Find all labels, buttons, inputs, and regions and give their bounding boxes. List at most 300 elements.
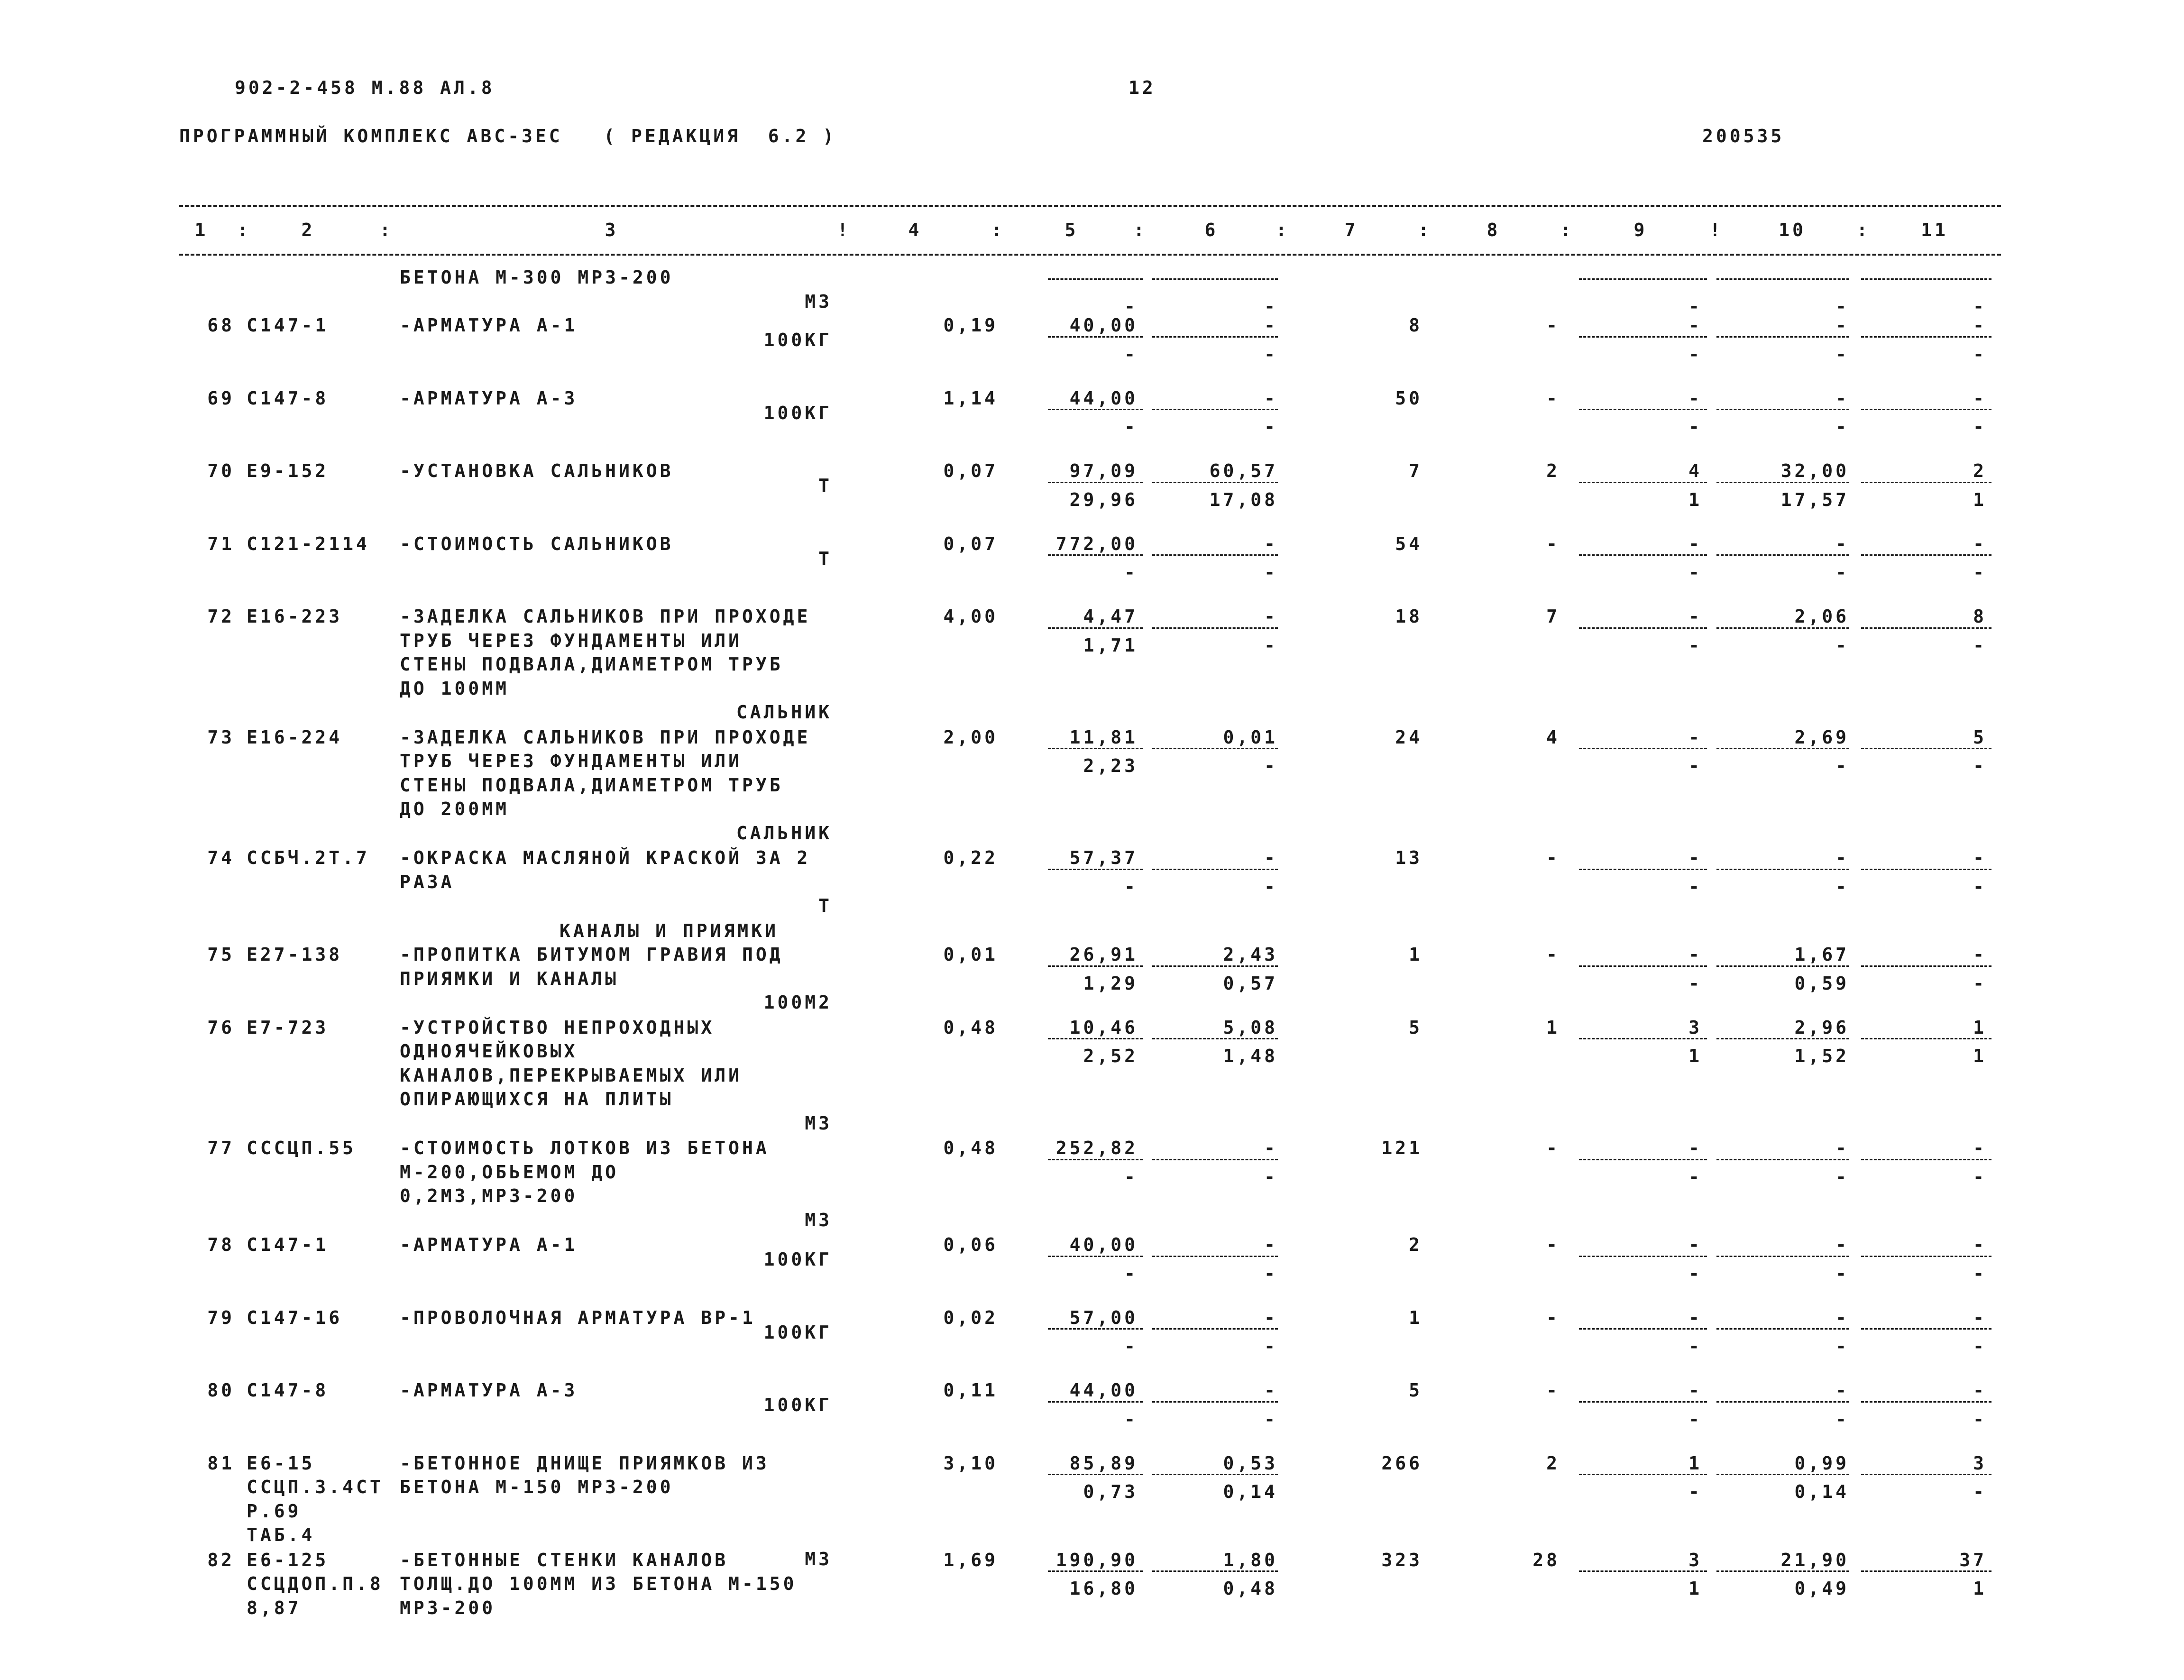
row-code: Е16-224	[247, 726, 343, 748]
row-subvalue-c9: -	[1688, 973, 1702, 994]
row-value-c8: 4	[1546, 726, 1560, 748]
row-subvalue-c5: -	[1124, 1263, 1138, 1284]
row-value-c9: -	[1688, 726, 1702, 748]
row-subvalue-c10: -	[1835, 634, 1849, 656]
subtotal-rule	[1152, 554, 1278, 556]
row-subvalue-c5: -	[1124, 562, 1138, 583]
row-number: 81	[207, 1452, 235, 1474]
row-subvalue-c9: 1	[1688, 489, 1702, 510]
continued-value-c10: -	[1835, 295, 1849, 317]
row-description: ДО 200ММ	[400, 799, 510, 819]
row-description: -БЕТОННОЕ ДНИЩЕ ПРИЯМКОВ ИЗ	[400, 1452, 770, 1474]
row-value-c8: -	[1546, 944, 1560, 965]
column-separator: :	[379, 220, 394, 240]
subtotal-rule	[1716, 1256, 1849, 1257]
row-value-c4: 0,07	[943, 460, 998, 481]
row-subvalue-c11: -	[1973, 562, 1987, 583]
row-value-c5: 40,00	[1069, 1234, 1138, 1255]
subtotal-rule	[1048, 278, 1143, 280]
row-value-c9: -	[1688, 387, 1702, 409]
row-value-c8: -	[1546, 533, 1560, 554]
row-subvalue-c11: 1	[1973, 489, 1987, 510]
row-unit: 100М2	[763, 992, 832, 1013]
row-subvalue-c11: -	[1973, 1481, 1987, 1502]
row-unit: 100КГ	[763, 1322, 832, 1343]
subtotal-rule	[1579, 627, 1707, 629]
row-number: 72	[207, 606, 235, 627]
subtotal-rule	[1861, 1159, 1991, 1160]
subtotal-rule	[1716, 1159, 1849, 1160]
row-subvalue-c11: -	[1973, 755, 1987, 776]
row-value-c9: -	[1688, 944, 1702, 965]
row-value-c5: 252,82	[1055, 1138, 1138, 1158]
doc-id: 200535	[1702, 126, 1785, 147]
row-code: Е6-15	[247, 1452, 315, 1474]
row-value-c6: 0,53	[1223, 1452, 1278, 1474]
row-value-c10: 21,90	[1780, 1549, 1849, 1570]
subtotal-rule	[1716, 869, 1849, 870]
row-subvalue-c10: 17,57	[1780, 489, 1849, 510]
row-value-c7: 5	[1409, 1017, 1422, 1038]
row-value-c4: 3,10	[943, 1452, 998, 1474]
column-header-11: 11	[1921, 220, 1948, 240]
row-subvalue-c11: -	[1973, 973, 1987, 994]
row-subvalue-c5: 2,52	[1083, 1046, 1138, 1066]
row-unit: Т	[818, 475, 832, 496]
row-number: 80	[207, 1380, 235, 1401]
row-unit: Т	[818, 895, 832, 916]
row-value-c11: 1	[1973, 1017, 1987, 1038]
row-value-c9: -	[1688, 1138, 1702, 1158]
row-value-c4: 0,22	[943, 847, 998, 868]
row-value-c10: -	[1835, 1138, 1849, 1158]
row-value-c11: -	[1973, 847, 1987, 868]
row-value-c9: 3	[1688, 1549, 1702, 1570]
program-title: ПРОГРАММНЫЙ КОМПЛЕКС АВС-ЗЕС ( РЕДАКЦИЯ 6.2 )	[179, 126, 837, 147]
row-value-c9: -	[1688, 1307, 1702, 1328]
row-value-c6: -	[1264, 1307, 1278, 1328]
row-code: С147-8	[247, 387, 329, 409]
continued-value-c5: -	[1124, 295, 1138, 317]
row-value-c7: 24	[1395, 726, 1422, 748]
row-value-c6: -	[1264, 1138, 1278, 1158]
row-subvalue-c6: 1,48	[1223, 1046, 1278, 1066]
column-separator: :	[1276, 220, 1290, 240]
row-description: -ПРОПИТКА БИТУМОМ ГРАВИЯ ПОД	[400, 944, 783, 965]
row-description: 0,2М3,МРЗ-200	[400, 1185, 578, 1206]
row-value-c4: 0,11	[943, 1380, 998, 1401]
row-description: СТЕНЫ ПОДВАЛА,ДИАМЕТРОМ ТРУБ	[400, 774, 783, 796]
row-value-c5: 57,00	[1069, 1307, 1138, 1328]
row-value-c9: -	[1688, 606, 1702, 627]
row-value-c11: -	[1973, 944, 1987, 965]
subtotal-rule	[1048, 482, 1143, 483]
row-value-c9: -	[1688, 533, 1702, 554]
row-description: -АРМАТУРА А-3	[400, 1380, 578, 1401]
subtotal-rule	[1048, 627, 1143, 629]
row-subvalue-c5: 0,73	[1083, 1481, 1138, 1502]
row-unit: 100КГ	[763, 402, 832, 423]
row-subvalue-c6: -	[1264, 876, 1278, 897]
row-value-c10: 2,96	[1794, 1017, 1849, 1038]
column-header-10: 10	[1779, 220, 1806, 240]
row-value-c9: -	[1688, 315, 1702, 336]
row-description: ТОЛЩ.ДО 100ММ ИЗ БЕТОНА М-150	[400, 1573, 797, 1594]
subtotal-rule	[1152, 1038, 1278, 1039]
row-value-c4: 0,06	[943, 1234, 998, 1255]
row-number: 76	[207, 1017, 235, 1038]
row-code: С147-16	[247, 1307, 343, 1328]
row-subvalue-c10: -	[1835, 416, 1849, 437]
row-subvalue-c10: 0,14	[1794, 1481, 1849, 1502]
subtotal-rule	[1579, 748, 1707, 749]
row-description: БЕТОНА М-150 МРЗ-200	[400, 1477, 674, 1497]
table-top-rule	[179, 205, 2001, 207]
row-subvalue-c11: -	[1973, 1263, 1987, 1284]
row-subvalue-c6: -	[1264, 1166, 1278, 1187]
row-value-c5: 10,46	[1069, 1017, 1138, 1038]
row-value-c8: -	[1546, 315, 1560, 336]
row-subvalue-c10: 0,49	[1794, 1578, 1849, 1599]
row-subvalue-c5: 2,23	[1083, 755, 1138, 776]
row-code: ССЦП.3.4СТ	[247, 1477, 384, 1497]
row-number: 77	[207, 1138, 235, 1158]
row-value-c7: 323	[1381, 1549, 1422, 1570]
subtotal-rule	[1716, 965, 1849, 967]
row-description: -БЕТОННЫЕ СТЕНКИ КАНАЛОВ	[400, 1549, 729, 1570]
row-value-c9: -	[1688, 1234, 1702, 1255]
subtotal-rule	[1716, 748, 1849, 749]
row-description: ДО 100ММ	[400, 678, 510, 699]
column-separator: :	[1856, 220, 1871, 240]
subtotal-rule	[1152, 278, 1278, 280]
subtotal-rule	[1579, 965, 1707, 967]
row-subvalue-c5: -	[1124, 876, 1138, 897]
row-subvalue-c10: -	[1835, 1263, 1849, 1284]
row-description: -АРМАТУРА А-3	[400, 387, 578, 409]
row-subvalue-c5: 16,80	[1069, 1578, 1138, 1599]
subtotal-rule	[1716, 409, 1849, 410]
row-value-c10: 2,69	[1794, 726, 1849, 748]
row-code: Р.69	[247, 1500, 302, 1522]
subtotal-rule	[1152, 1401, 1278, 1403]
subtotal-rule	[1152, 1159, 1278, 1160]
row-description: СТЕНЫ ПОДВАЛА,ДИАМЕТРОМ ТРУБ	[400, 654, 783, 675]
row-subvalue-c10: -	[1835, 343, 1849, 365]
subtotal-rule	[1152, 869, 1278, 870]
row-value-c10: 1,67	[1794, 944, 1849, 965]
row-value-c8: -	[1546, 1380, 1560, 1401]
row-value-c5: 57,37	[1069, 847, 1138, 868]
row-value-c6: 0,01	[1223, 726, 1278, 748]
row-subvalue-c5: 29,96	[1069, 489, 1138, 510]
row-description: -УСТАНОВКА САЛЬНИКОВ	[400, 460, 674, 481]
row-subvalue-c11: -	[1973, 343, 1987, 365]
row-number: 70	[207, 460, 235, 481]
row-value-c5: 772,00	[1055, 533, 1138, 554]
subtotal-rule	[1048, 1401, 1143, 1403]
column-header-9: 9	[1633, 220, 1648, 240]
row-value-c9: -	[1688, 847, 1702, 868]
row-subvalue-c5: -	[1124, 1408, 1138, 1430]
row-value-c4: 4,00	[943, 606, 998, 627]
subtotal-rule	[1579, 482, 1707, 483]
row-description: ОПИРАЮЩИХСЯ НА ПЛИТЫ	[400, 1089, 674, 1110]
row-unit: М3	[805, 1548, 832, 1570]
subtotal-rule	[1579, 278, 1707, 280]
subtotal-rule	[1716, 482, 1849, 483]
subtotal-rule	[1048, 1328, 1143, 1330]
row-subvalue-c11: -	[1973, 1166, 1987, 1187]
row-subvalue-c9: -	[1688, 416, 1702, 437]
row-subvalue-c9: -	[1688, 876, 1702, 897]
row-number: 71	[207, 533, 235, 554]
row-value-c4: 0,02	[943, 1307, 998, 1328]
subtotal-rule	[1579, 1159, 1707, 1160]
row-value-c7: 266	[1381, 1452, 1422, 1474]
row-subvalue-c10: 0,59	[1794, 973, 1849, 994]
row-value-c5: 11,81	[1069, 726, 1138, 748]
row-value-c10: 32,00	[1780, 460, 1849, 481]
row-subvalue-c5: -	[1124, 1336, 1138, 1357]
row-subvalue-c6: -	[1264, 343, 1278, 365]
row-subvalue-c10: -	[1835, 1166, 1849, 1187]
subtotal-rule	[1861, 1256, 1991, 1257]
row-value-c11: -	[1973, 315, 1987, 336]
row-subvalue-c11: -	[1973, 634, 1987, 656]
row-value-c7: 54	[1395, 533, 1422, 554]
row-unit: М3	[805, 1112, 832, 1134]
subtotal-rule	[1861, 409, 1991, 410]
row-value-c6: 1,80	[1223, 1549, 1278, 1570]
row-code: Е7-723	[247, 1017, 329, 1038]
row-value-c6: 5,08	[1223, 1017, 1278, 1038]
row-subvalue-c6: 17,08	[1209, 489, 1278, 510]
row-description: -СТОИМОСТЬ ЛОТКОВ ИЗ БЕТОНА	[400, 1138, 770, 1158]
row-description: РАЗА	[400, 871, 455, 892]
row-description: -УСТРОЙСТВО НЕПРОХОДНЫХ	[400, 1017, 715, 1038]
row-value-c7: 1	[1409, 944, 1422, 965]
row-value-c8: 1	[1546, 1017, 1560, 1038]
subtotal-rule	[1048, 869, 1143, 870]
row-subvalue-c9: 1	[1688, 1046, 1702, 1066]
row-number: 68	[207, 315, 235, 336]
column-header-1: 1	[194, 220, 209, 240]
subtotal-rule	[1048, 409, 1143, 410]
row-value-c9: 4	[1688, 460, 1702, 481]
row-subvalue-c9: -	[1688, 1408, 1702, 1430]
subtotal-rule	[1716, 554, 1849, 556]
row-subvalue-c9: -	[1688, 1481, 1702, 1502]
row-value-c9: -	[1688, 1380, 1702, 1401]
subtotal-rule	[1048, 1570, 1143, 1572]
subtotal-rule	[1716, 1038, 1849, 1039]
row-number: 78	[207, 1234, 235, 1255]
column-header-6: 6	[1204, 220, 1219, 240]
row-value-c7: 2	[1409, 1234, 1422, 1255]
row-value-c6: -	[1264, 387, 1278, 409]
row-value-c8: -	[1546, 1138, 1560, 1158]
subtotal-rule	[1716, 1570, 1849, 1572]
row-value-c11: -	[1973, 1234, 1987, 1255]
row-value-c5: 40,00	[1069, 315, 1138, 336]
subtotal-rule	[1152, 1256, 1278, 1257]
row-subvalue-c9: -	[1688, 1166, 1702, 1187]
row-description: -ЗАДЕЛКА САЛЬНИКОВ ПРИ ПРОХОДЕ	[400, 726, 811, 748]
column-separator: :	[991, 220, 1005, 240]
row-value-c10: -	[1835, 1234, 1849, 1255]
row-value-c8: 2	[1546, 1452, 1560, 1474]
subtotal-rule	[1716, 278, 1849, 280]
row-subvalue-c6: -	[1264, 1408, 1278, 1430]
row-value-c4: 0,48	[943, 1138, 998, 1158]
subtotal-rule	[1152, 409, 1278, 410]
row-code: Е27-138	[247, 944, 343, 965]
row-value-c11: 5	[1973, 726, 1987, 748]
row-value-c10: -	[1835, 315, 1849, 336]
row-value-c6: 2,43	[1223, 944, 1278, 965]
row-code: Е9-152	[247, 460, 329, 481]
subtotal-rule	[1579, 409, 1707, 410]
subtotal-rule	[1048, 336, 1143, 338]
row-subvalue-c5: -	[1124, 1166, 1138, 1187]
table-header-rule	[179, 254, 2001, 256]
row-code: 8,87	[247, 1597, 302, 1618]
row-value-c11: 37	[1959, 1549, 1987, 1570]
row-code: С147-1	[247, 315, 329, 336]
row-subvalue-c9: -	[1688, 634, 1702, 656]
subtotal-rule	[1048, 1256, 1143, 1257]
subtotal-rule	[1861, 965, 1991, 967]
row-subvalue-c10: -	[1835, 876, 1849, 897]
row-subvalue-c10: -	[1835, 1408, 1849, 1430]
row-unit: 100КГ	[763, 1395, 832, 1416]
row-value-c5: 85,89	[1069, 1452, 1138, 1474]
column-separator: :	[1418, 220, 1432, 240]
row-value-c7: 1	[1409, 1307, 1422, 1328]
row-value-c10: -	[1835, 1380, 1849, 1401]
column-header-4: 4	[908, 220, 922, 240]
subtotal-rule	[1152, 336, 1278, 338]
row-code: Е6-125	[247, 1549, 329, 1570]
column-header-7: 7	[1344, 220, 1358, 240]
row-value-c11: 3	[1973, 1452, 1987, 1474]
row-description: -АРМАТУРА А-1	[400, 315, 578, 336]
subtotal-rule	[1861, 482, 1991, 483]
row-value-c8: 7	[1546, 606, 1560, 627]
row-value-c5: 190,90	[1055, 1549, 1138, 1570]
row-value-c6: -	[1264, 847, 1278, 868]
subtotal-rule	[1716, 1474, 1849, 1475]
continued-description: БЕТОНА М-300 МРЗ-200	[400, 267, 674, 288]
row-subvalue-c6: 0,14	[1223, 1481, 1278, 1502]
row-value-c7: 121	[1381, 1138, 1422, 1158]
row-subvalue-c11: -	[1973, 416, 1987, 437]
subtotal-rule	[1861, 336, 1991, 338]
row-subvalue-c5: -	[1124, 343, 1138, 365]
row-value-c4: 0,19	[943, 315, 998, 336]
column-separator: :	[1133, 220, 1147, 240]
row-value-c6: -	[1264, 606, 1278, 627]
subtotal-rule	[1579, 1328, 1707, 1330]
subtotal-rule	[1579, 869, 1707, 870]
subtotal-rule	[1048, 748, 1143, 749]
row-code: Е16-223	[247, 606, 343, 627]
column-header-3: 3	[605, 220, 619, 240]
subtotal-rule	[1579, 554, 1707, 556]
row-value-c10: -	[1835, 533, 1849, 554]
row-value-c8: 2	[1546, 460, 1560, 481]
row-value-c5: 44,00	[1069, 1380, 1138, 1401]
row-subvalue-c11: -	[1973, 1336, 1987, 1357]
row-unit: 100КГ	[763, 1249, 832, 1270]
column-header-2: 2	[301, 220, 315, 240]
row-subvalue-c9: -	[1688, 755, 1702, 776]
row-description: -ОКРАСКА МАСЛЯНОЙ КРАСКОЙ ЗА 2	[400, 847, 811, 868]
row-unit: 100КГ	[763, 330, 832, 351]
row-value-c8: -	[1546, 847, 1560, 868]
row-subvalue-c10: -	[1835, 1336, 1849, 1357]
subtotal-rule	[1152, 1474, 1278, 1475]
row-subvalue-c9: -	[1688, 1336, 1702, 1357]
subtotal-rule	[1048, 1038, 1143, 1039]
column-separator: :	[1560, 220, 1574, 240]
row-value-c11: -	[1973, 1307, 1987, 1328]
row-unit: М3	[805, 1209, 832, 1230]
row-number: 69	[207, 387, 235, 409]
row-value-c4: 0,07	[943, 533, 998, 554]
row-value-c8: -	[1546, 1307, 1560, 1328]
row-subvalue-c5: 1,29	[1083, 973, 1138, 994]
row-value-c4: 2,00	[943, 726, 998, 748]
row-value-c10: -	[1835, 847, 1849, 868]
subtotal-rule	[1579, 1570, 1707, 1572]
row-code: ССБЧ.2Т.7	[247, 847, 370, 868]
row-subvalue-c6: 0,48	[1223, 1578, 1278, 1599]
row-value-c5: 4,47	[1083, 606, 1138, 627]
row-number: 82	[207, 1549, 235, 1570]
row-value-c5: 44,00	[1069, 387, 1138, 409]
subtotal-rule	[1716, 1328, 1849, 1330]
column-separator: !	[837, 220, 851, 240]
row-value-c7: 18	[1395, 606, 1422, 627]
doc-code: 902-2-458 М.88 АЛ.8	[235, 77, 495, 98]
subtotal-rule	[1861, 1401, 1991, 1403]
row-subvalue-c6: 0,57	[1223, 973, 1278, 994]
row-subvalue-c10: -	[1835, 755, 1849, 776]
row-value-c6: -	[1264, 1380, 1278, 1401]
row-description: ОДНОЯЧЕЙКОВЫХ	[400, 1041, 578, 1062]
row-code: ТАБ.4	[247, 1524, 315, 1545]
row-value-c11: 8	[1973, 606, 1987, 627]
subtotal-rule	[1048, 1159, 1143, 1160]
row-description: КАНАЛОВ,ПЕРЕКРЫВАЕМЫХ ИЛИ	[400, 1065, 742, 1086]
row-subvalue-c10: -	[1835, 562, 1849, 583]
row-subvalue-c6: -	[1264, 416, 1278, 437]
subtotal-rule	[1861, 1570, 1991, 1572]
row-value-c9: 1	[1688, 1452, 1702, 1474]
row-subvalue-c9: -	[1688, 562, 1702, 583]
row-value-c10: -	[1835, 1307, 1849, 1328]
row-description: -АРМАТУРА А-1	[400, 1234, 578, 1255]
subtotal-rule	[1579, 1474, 1707, 1475]
row-value-c11: -	[1973, 387, 1987, 409]
row-description: ТРУБ ЧЕРЕЗ ФУНДАМЕНТЫ ИЛИ	[400, 751, 742, 771]
row-subvalue-c6: -	[1264, 1263, 1278, 1284]
subtotal-rule	[1579, 336, 1707, 338]
subtotal-rule	[1152, 482, 1278, 483]
row-value-c10: 2,06	[1794, 606, 1849, 627]
